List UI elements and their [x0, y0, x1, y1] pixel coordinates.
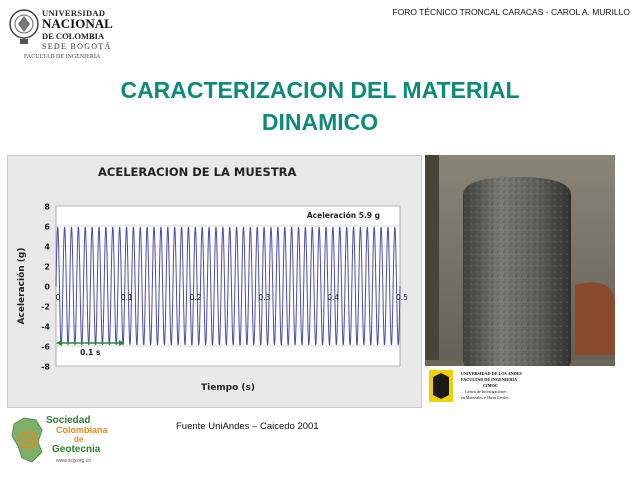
y-tick-label: 6: [44, 222, 50, 232]
university-line4: SEDE BOGOTÁ: [42, 42, 112, 51]
x-tick-label: 0.1: [120, 293, 133, 302]
y-tick-label: 0: [44, 282, 50, 292]
university-logo: [8, 4, 120, 62]
university-line3: DE COLOMBIA: [42, 31, 105, 41]
society-logo: [8, 410, 123, 470]
y-tick-label: 4: [44, 242, 50, 252]
y-tick-label: -4: [41, 322, 50, 332]
amplitude-annotation: Aceleración 5.9 g: [306, 211, 380, 220]
university-line1: UNIVERSIDAD: [42, 8, 106, 18]
x-tick-label: 0.3: [258, 293, 271, 302]
colombia-map-icon: [8, 410, 123, 470]
society-line3: de: [74, 435, 84, 444]
title-line1: CARACTERIZACION DEL MATERIAL: [120, 77, 520, 103]
x-tick-label: 0.5: [396, 293, 408, 302]
x-axis-label: Tiempo (s): [200, 383, 256, 393]
specimen-photo: [425, 155, 615, 406]
photo-label-l4: Centro de Investigaciones: [465, 389, 507, 394]
university-seal-icon: [8, 6, 40, 46]
y-axis-label: Aceleración (g): [17, 247, 27, 325]
x-tick-label: 0: [55, 293, 61, 302]
society-line1: Sociedad: [46, 415, 91, 426]
header-note: FORO TÉCNICO TRONCAL CARACAS - CAROL A. MURILLO: [392, 7, 630, 17]
specimen-photo-drawing: [425, 155, 615, 406]
university-line2: NACIONAL: [42, 16, 113, 31]
chart-title: ACELERACION DE LA MUESTRA: [98, 165, 297, 179]
y-tick-label: -8: [41, 362, 50, 372]
cimoc-logo-icon: [429, 370, 453, 402]
title-line2: DINAMICO: [261, 109, 379, 135]
y-tick-label: 8: [44, 202, 50, 212]
svg-text:70: 70: [24, 436, 35, 446]
y-tick-label: -6: [41, 342, 50, 352]
university-line5: FACULTAD DE INGENIERÍA: [24, 54, 101, 60]
period-annotation: 0.1 s: [80, 348, 101, 357]
photo-label-l1: UNIVERSIDAD DE LOS ANDES: [461, 371, 522, 376]
y-tick-label: -2: [41, 302, 50, 312]
chart-panel: [7, 155, 422, 408]
society-url: www.scg.org.co: [56, 458, 92, 464]
photo-label-l2: FACULTAD DE INGENIERÍA: [461, 377, 517, 382]
photo-label-l5: en Materiales y Obras Civiles: [461, 395, 509, 400]
acceleration-chart: [8, 156, 421, 407]
photo-label-l3: CIMOC: [483, 383, 498, 388]
source-note: Fuente UniAndes – Caicedo 2001: [176, 421, 319, 432]
society-line2: Colombiana: [56, 425, 108, 435]
y-tick-label: 2: [44, 262, 50, 272]
slide-title: [60, 74, 580, 138]
x-tick-label: 0.2: [189, 293, 202, 302]
society-line4: Geotecnia: [52, 444, 101, 455]
x-tick-label: 0.4: [327, 293, 340, 302]
